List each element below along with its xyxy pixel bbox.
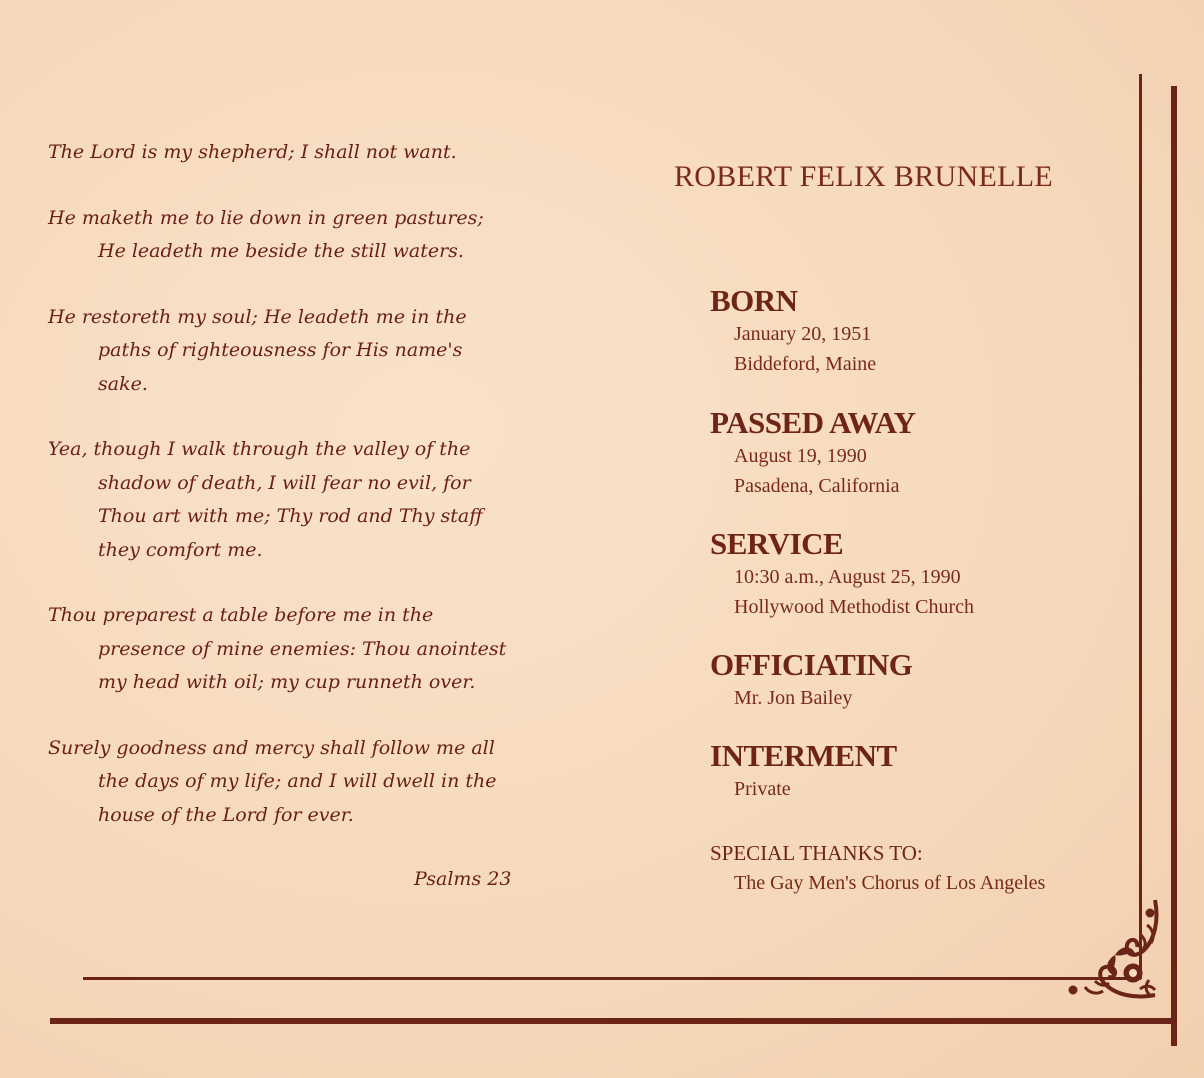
passed-away-date: August 19, 1990 <box>734 445 867 467</box>
psalm-line: He restoreth my soul; He leadeth me in the <box>48 305 467 328</box>
psalm-line: presence of mine enemies: Thou anointest <box>98 637 507 660</box>
born-heading: BORN <box>710 283 798 318</box>
service-heading: SERVICE <box>710 526 844 561</box>
interment-heading: INTERMENT <box>710 738 897 773</box>
born-section <box>710 283 876 379</box>
psalm-line: shadow of death, I will fear no evil, for <box>98 471 471 494</box>
psalm-line: Thou preparest a table before me in the <box>48 604 434 626</box>
service-location: Hollywood Methodist Church <box>734 596 974 618</box>
officiating-heading: OFFICIATING <box>710 647 913 682</box>
psalm-stanza-6 <box>48 732 568 833</box>
psalm-line: paths of righteousness for His name's <box>98 339 463 361</box>
psalm-stanza-2 <box>48 202 568 269</box>
psalm-stanza-4 <box>48 433 568 567</box>
outer-vertical-rule <box>1171 86 1177 1046</box>
psalm-line: He maketh me to lie down in green pastures; <box>48 206 484 229</box>
born-date: January 20, 1951 <box>734 323 872 345</box>
deceased-name: ROBERT FELIX BRUNELLE <box>674 160 1053 193</box>
psalm-reference: Psalms 23 <box>414 868 512 890</box>
special-thanks-section <box>710 838 1045 898</box>
service-time: 10:30 a.m., August 25, 1990 <box>734 566 961 588</box>
psalm-line: my head with oil; my cup runneth over. <box>98 671 476 693</box>
psalm-stanza-5 <box>48 599 568 700</box>
passed-away-heading: PASSED AWAY <box>710 405 916 440</box>
psalm-line: Yea, though I walk through the valley of the <box>48 438 471 460</box>
psalm-line: Surely goodness and mercy shall follow me all <box>48 736 495 759</box>
interment-section <box>710 738 897 804</box>
psalm-text <box>48 136 568 864</box>
interment-detail: Private <box>734 778 791 800</box>
psalm-line: The Lord is my shepherd; I shall not want. <box>48 141 457 163</box>
floral-corner-ornament-icon <box>1055 895 1165 1005</box>
special-thanks-detail: The Gay Men's Chorus of Los Angeles <box>734 872 1046 894</box>
officiating-section <box>710 647 912 713</box>
officiant-name: Mr. Jon Bailey <box>734 687 853 709</box>
psalm-line: they comfort me. <box>98 538 263 561</box>
psalm-line: He leadeth me beside the still waters. <box>98 240 464 262</box>
psalm-line: the days of my life; and I will dwell in the <box>98 770 497 792</box>
psalm-line: Thou art with me; Thy rod and Thy staff <box>98 505 483 527</box>
passed-away-place: Pasadena, California <box>734 475 900 497</box>
psalm-line: house of the Lord for ever. <box>98 803 354 826</box>
psalm-line: sake. <box>98 372 148 395</box>
outer-horizontal-rule <box>50 1018 1177 1024</box>
inner-vertical-rule <box>1139 74 1142 979</box>
passed-away-section <box>710 405 916 501</box>
inner-horizontal-rule <box>83 977 1141 980</box>
special-thanks-heading: SPECIAL THANKS TO: <box>710 841 923 865</box>
psalm-stanza-3 <box>48 301 568 402</box>
service-section <box>710 526 974 622</box>
born-place: Biddeford, Maine <box>734 353 877 375</box>
psalm-stanza-1 <box>48 136 568 170</box>
